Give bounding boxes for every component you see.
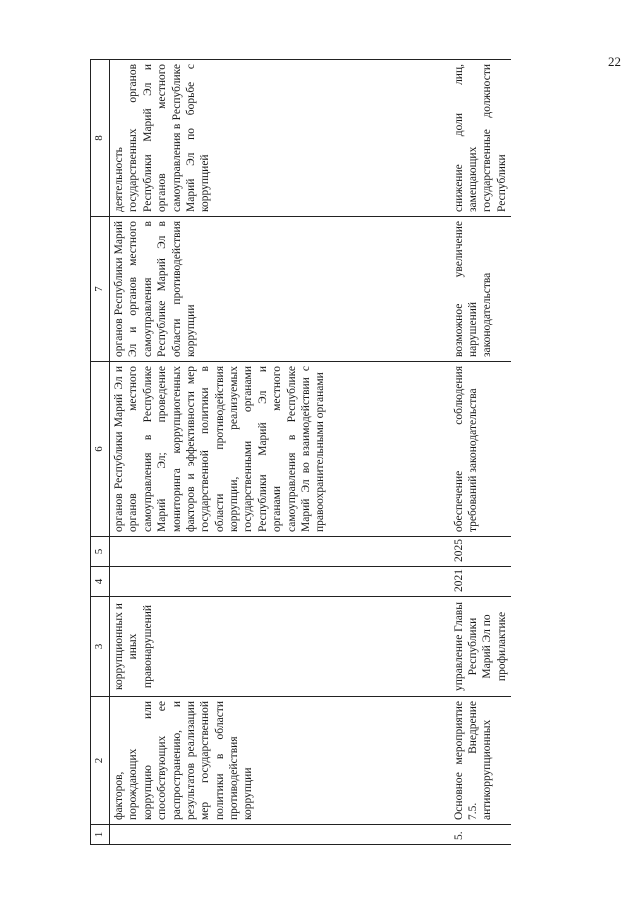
measures-table <box>90 59 511 845</box>
header-col-5: 5 <box>91 537 110 567</box>
header-col-6: 6 <box>91 362 110 537</box>
row-2-number: 5. <box>450 825 512 845</box>
row-1-number <box>110 825 450 845</box>
row-1-end-year <box>110 537 450 567</box>
row-1-executor: коррупционных и иных правонарушений <box>110 597 450 697</box>
header-col-7: 7 <box>91 217 110 362</box>
table-row <box>110 60 450 845</box>
row-2-start-year: 2021 <box>450 567 512 597</box>
header-row <box>91 60 110 845</box>
row-2-executor: управление Главы Республики Марий Эл по профилактике <box>450 597 512 697</box>
row-1-measure-name: факторов, порождающих коррупцию или способствующих ее распространению, и результатов реализации мер государственной политики в области противодействия коррупции <box>110 697 450 825</box>
header-col-8: 8 <box>91 60 110 217</box>
row-2-end-year: 2025 <box>450 537 512 567</box>
header-col-4: 4 <box>91 567 110 597</box>
row-1-expected-result: органов Республики Марий Эл и органов местного самоуправления в Республике Марий Эл; проведение мониторинга коррупциогенных факторов и эффективности мер государственной политики в области противодействия коррупции, реализуемых государственными органами Республики Марий Эл и органами местного самоуправления в Республике Марий Эл во взаимодействии с правоохранительными органами <box>110 362 450 537</box>
row-2-consequences: возможное увеличение нарушений законодательства <box>450 217 512 362</box>
header-col-1: 1 <box>91 825 110 845</box>
header-col-2: 2 <box>91 697 110 825</box>
page-number: 22 <box>608 54 621 69</box>
row-1-indicator-link: деятельность государственных органов Республики Марий Эл и органов местного самоуправления в Республике Марий Эл по борьбе с коррупцией <box>110 60 450 217</box>
header-col-3: 3 <box>91 597 110 697</box>
row-2-expected-result: обеспечение соблюдения требований законодательства <box>450 362 512 537</box>
row-1-consequences: органов Республики Марий Эл и органов местного самоуправления в Республике Марий Эл в области противодействия коррупции <box>110 217 450 362</box>
row-1-start-year <box>110 567 450 597</box>
row-2-measure-name: Основное мероприятие 7.5. Внедрение антикоррупционных <box>450 697 512 825</box>
row-2-indicator-link: снижение доли лиц, замещающих государственные должности Республики <box>450 60 512 217</box>
table-row <box>450 60 512 845</box>
rotated-table-container <box>90 60 610 845</box>
